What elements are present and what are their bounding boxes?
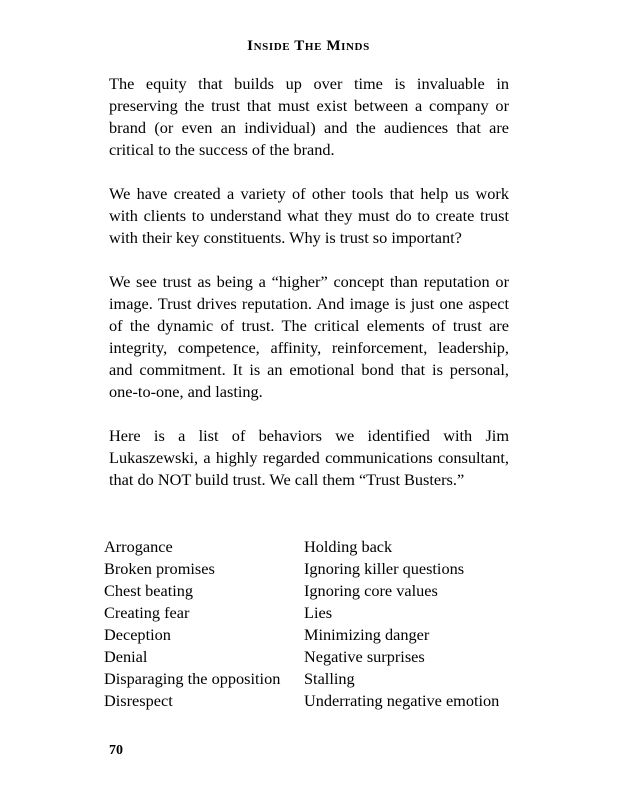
list-item: Denial <box>104 647 148 666</box>
list-item: Underrating negative emotion <box>304 691 500 710</box>
trust-busters-list <box>104 536 524 712</box>
list-item: Creating fear <box>104 603 190 622</box>
trust-busters-column-left <box>104 536 304 712</box>
list-item: Broken promises <box>104 559 215 578</box>
list-item: Ignoring killer questions <box>304 559 465 578</box>
list-item: Deception <box>104 625 171 644</box>
list-item: Holding back <box>304 537 393 556</box>
trust-busters-column-right <box>304 536 524 712</box>
list-item: Chest beating <box>104 581 194 600</box>
page-number: 70 <box>109 743 123 758</box>
running-header: Inside The Minds <box>247 38 370 54</box>
list-item: Arrogance <box>104 537 173 556</box>
list-item: Negative surprises <box>304 647 425 666</box>
list-item: Minimizing danger <box>304 625 430 644</box>
list-item: Disrespect <box>104 691 173 710</box>
list-item: Stalling <box>304 669 355 688</box>
list-item: Disparaging the opposition <box>104 669 281 688</box>
paragraph-equity: The equity that builds up over time is invaluable in preserving the trust that must exist between a company or brand (or even an individual) and the audiences that are critical to the success of the brand. <box>109 74 509 159</box>
list-item: Ignoring core values <box>304 581 438 600</box>
list-item: Lies <box>304 603 333 622</box>
paragraph-tools: We have created a variety of other tools that help us work with clients to understand what they must do to create trust with their key constituents. Why is trust so important? <box>109 184 509 247</box>
body-text <box>109 73 509 513</box>
paragraph-trust-busters-intro: Here is a list of behaviors we identified with Jim Lukaszewski, a highly regarded communications consultant, that do NOT build trust. We call them “Trust Busters.” <box>109 426 509 489</box>
paragraph-trust-concept: We see trust as being a “higher” concept than reputation or image. Trust drives reputation. And image is just one aspect of the dynamic of trust. The critical elements of trust are integrity, competence, affinity, reinforcement, leadership, and commitment. It is an emotional bond that is personal, one-to-one, and lasting. <box>109 272 509 401</box>
